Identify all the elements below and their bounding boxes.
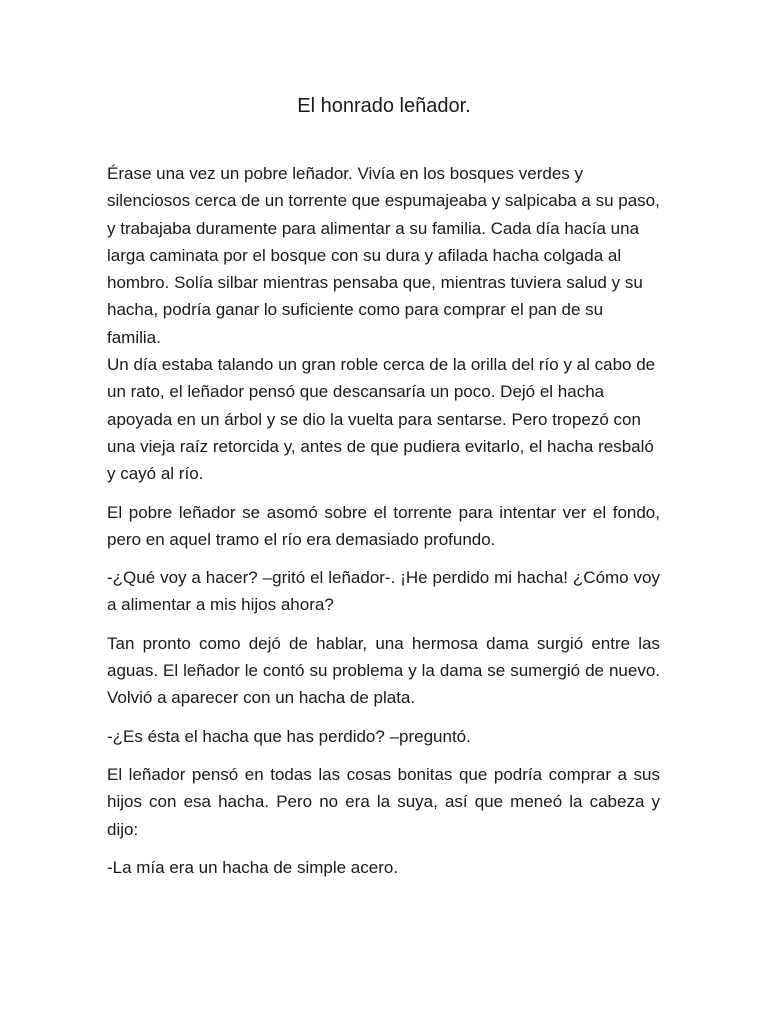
- paragraph-5: Tan pronto como dejó de hablar, una hermosa dama surgió entre las aguas. El leñador le contó su problema y la dama se sumergió de nuevo. Volvió a aparecer con un hacha de plata.: [107, 633, 660, 708]
- paragraph-2: Un día estaba talando un gran roble cerca de la orilla del río y al cabo de un rato, el leñador pensó que descansaría un poco. Dejó el hacha apoyada en un árbol y se dio la vuelta para sentarse. Pero tropezó con una vieja raíz retorcida y, antes de que pudiera evitarlo, el hacha resbaló y cayó al río.: [107, 355, 656, 484]
- document-body: [107, 160, 660, 892]
- paragraph-8: -La mía era un hacha de simple acero.: [107, 857, 399, 877]
- paragraph-7: El leñador pensó en todas las cosas bonitas que podría comprar a sus hijos con esa hacha. Pero no era la suya, así que meneó la cabeza y dijo:: [107, 764, 660, 839]
- paragraph-6: -¿Es ésta el hacha que has perdido? –preguntó.: [107, 726, 471, 746]
- paragraph-3: El pobre leñador se asomó sobre el torrente para intentar ver el fondo, pero en aquel tramo el río era demasiado profundo.: [107, 502, 660, 549]
- paragraph-1: Érase una vez un pobre leñador. Vivía en los bosques verdes y silenciosos cerca de un torrente que espumajeaba y salpicaba a su paso, y trabajaba duramente para alimentar a su familia. Cada día hacía una larga caminata por el bosque con su dura y afilada hacha colgada al hombro. Solía silbar mientras pensaba que, mientras tuviera salud y su hacha, podría ganar lo suficiente como para comprar el pan de su familia.: [107, 164, 660, 347]
- paragraph-4: -¿Qué voy a hacer? –gritó el leñador-. ¡He perdido mi hacha! ¿Cómo voy a alimentar a mis hijos ahora?: [107, 568, 660, 615]
- document-title: El honrado leñador.: [297, 95, 471, 117]
